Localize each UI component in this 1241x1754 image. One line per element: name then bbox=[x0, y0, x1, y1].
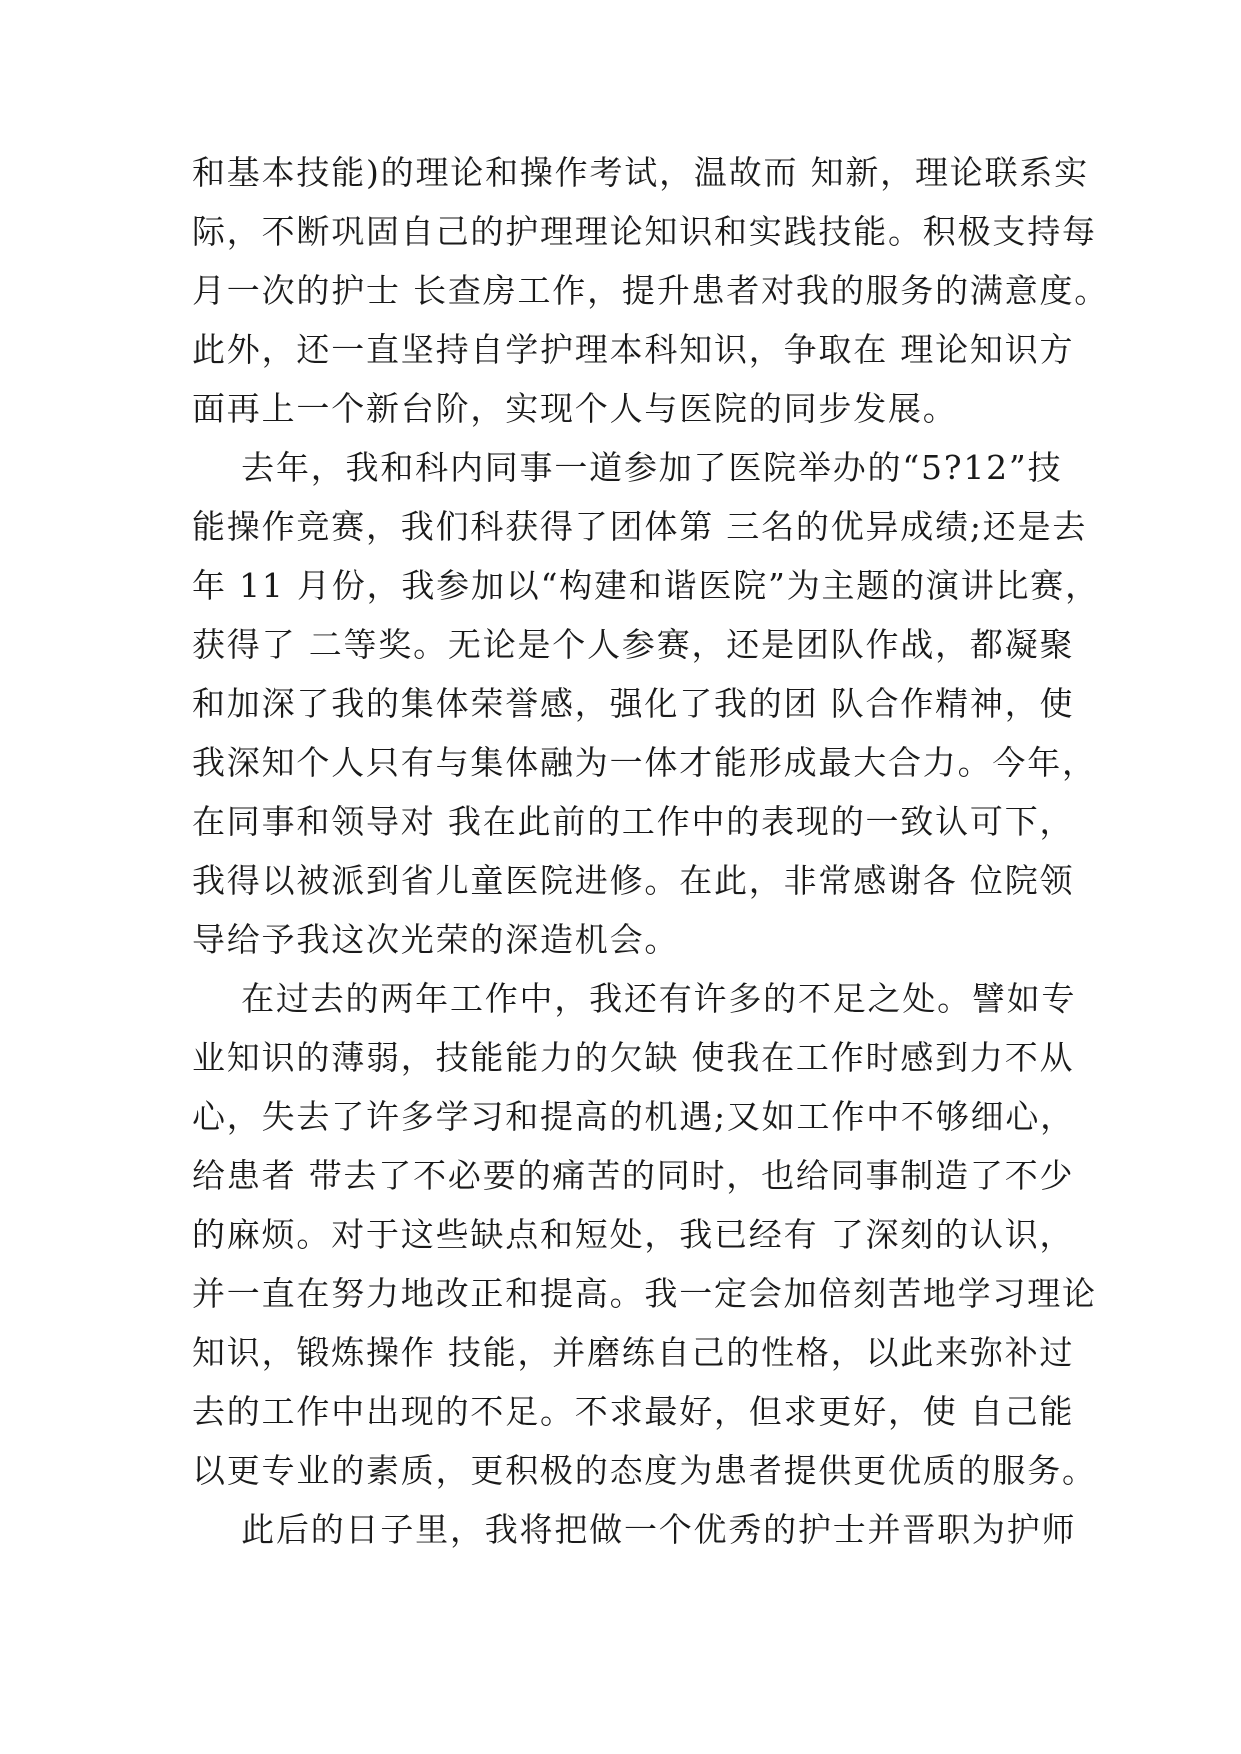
text-line: 我深知个人只有与集体融为一体才能形成最大合力。今年， bbox=[192, 743, 1097, 782]
text-line: 并一直在努力地改正和提高。我一定会加倍刻苦地学习理论 bbox=[192, 1274, 1097, 1313]
text-line: 能操作竞赛，我们科获得了团体第 三名的优异成绩;还是去 bbox=[192, 507, 1088, 546]
paragraph-start-line: 在过去的两年工作中，我还有许多的不足之处。譬如专 bbox=[192, 979, 1077, 1018]
text-line: 面再上一个新台阶，实现个人与医院的同步发展。 bbox=[192, 389, 958, 428]
text-line: 以更专业的素质，更积极的态度为患者提供更优质的服务。 bbox=[192, 1451, 1097, 1490]
text-line: 月一次的护士 长查房工作，提升患者对我的服务的满意度。 bbox=[192, 271, 1110, 310]
text-line: 和基本技能)的理论和操作考试，温故而 知新，理论联系实 bbox=[192, 153, 1089, 192]
paragraph-start-line: 此后的日子里，我将把做一个优秀的护士并晋职为护师 bbox=[192, 1510, 1077, 1549]
text-line: 此外，还一直坚持自学护理本科知识，争取在 理论知识方 bbox=[192, 330, 1075, 369]
text-line: 导给予我这次光荣的深造机会。 bbox=[192, 920, 680, 959]
text-line: 年 11 月份，我参加以“构建和谐医院”为主题的演讲比赛， bbox=[192, 566, 1100, 605]
text-line: 获得了 二等奖。无论是个人参赛，还是团队作战，都凝聚 bbox=[192, 625, 1075, 664]
text-line: 的麻烦。对于这些缺点和短处，我已经有 了深刻的认识， bbox=[192, 1215, 1075, 1254]
text-line: 际，不断巩固自己的护理理论知识和实践技能。积极支持每 bbox=[192, 212, 1097, 251]
text-line: 在同事和领导对 我在此前的工作中的表现的一致认可下， bbox=[192, 802, 1075, 841]
text-line: 心，失去了许多学习和提高的机遇;又如工作中不够细心， bbox=[192, 1097, 1075, 1136]
text-line: 我得以被派到省儿童医院进修。在此，非常感谢各 位院领 bbox=[192, 861, 1075, 900]
text-line: 给患者 带去了不必要的痛苦的同时，也给同事制造了不少 bbox=[192, 1156, 1075, 1195]
text-line: 和加深了我的集体荣誉感，强化了我的团 队合作精神，使 bbox=[192, 684, 1075, 723]
paragraph-start-line: 去年，我和科内同事一道参加了医院举办的“5?12”技 bbox=[192, 448, 1063, 487]
text-line: 知识，锻炼操作 技能，并磨练自己的性格，以此来弥补过 bbox=[192, 1333, 1075, 1372]
text-line: 去的工作中出现的不足。不求最好，但求更好，使 自己能 bbox=[192, 1392, 1075, 1431]
text-line: 业知识的薄弱，技能能力的欠缺 使我在工作时感到力不从 bbox=[192, 1038, 1075, 1077]
